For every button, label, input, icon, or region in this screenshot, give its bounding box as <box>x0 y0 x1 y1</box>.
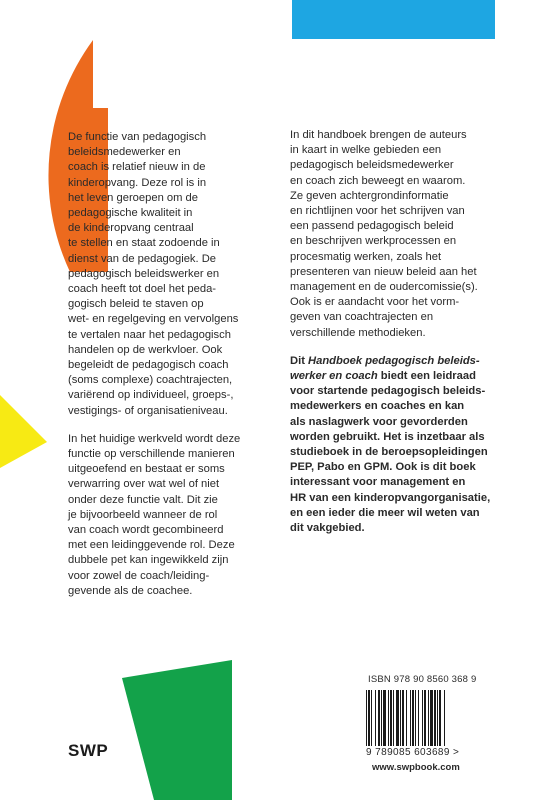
book-title-part2: werker en coach <box>290 370 378 383</box>
barcode-bar <box>375 690 376 746</box>
barcode-bar <box>428 690 429 746</box>
text-line: dit vakgebied. <box>290 522 365 535</box>
text-line: handelen op de werkvloer. Ook <box>68 343 223 356</box>
text-line: voor zowel de coach/leiding- <box>68 569 210 582</box>
book-title-part1: Handboek pedagogisch beleids- <box>308 354 480 367</box>
text-line: procesmatig werken, zoals het <box>290 250 442 263</box>
isbn-label: ISBN 978 90 8560 368 9 <box>368 674 477 685</box>
blue-rectangle <box>292 0 495 39</box>
barcode-bar <box>444 690 445 746</box>
barcode-bar <box>422 690 423 746</box>
text-line: medewerkers en coaches en kan <box>290 400 465 413</box>
right-text-column <box>290 128 505 549</box>
barcode-bar <box>439 690 441 746</box>
barcode-arrow: > <box>453 747 460 758</box>
text-line: de kinderopvang centraal <box>68 222 194 235</box>
barcode-digits <box>366 747 459 758</box>
text-line: met een leidinggevende rol. Deze <box>68 539 235 552</box>
text-line: verwarring over wat wel of niet <box>68 478 220 491</box>
text-line: het leven geroepen om de <box>68 191 198 204</box>
text-line: wet- en regelgeving en vervolgens <box>68 313 239 326</box>
context-paragraph <box>68 432 268 599</box>
barcode-bar <box>418 690 419 746</box>
text-line: De functie van pedagogisch <box>68 131 207 143</box>
intro-paragraph <box>68 130 268 419</box>
text-line: van coach wordt gecombineerd <box>68 524 224 537</box>
barcode-bar <box>410 690 411 746</box>
text-line: Ze geven achtergrondinformatie <box>290 189 449 202</box>
text-line: verschillende methodieken. <box>290 326 426 339</box>
barcode-bar <box>393 690 394 746</box>
text-line: dubbele pet kan ingewikkeld zijn <box>68 554 229 567</box>
text-line: management en de oudercomissie(s). <box>290 281 478 294</box>
text-line: als naslagwerk voor gevorderden <box>290 415 468 428</box>
text-line: gogisch beleid te staven op <box>68 298 204 311</box>
description-paragraph <box>290 128 505 341</box>
barcode-bar <box>402 690 404 746</box>
barcode-bar <box>434 690 436 746</box>
text-line: functie op verschillende manieren <box>68 448 235 461</box>
barcode-bar <box>437 690 438 746</box>
barcode-icon <box>362 688 492 750</box>
text-line: gevende als de coachee. <box>68 584 193 597</box>
barcode-bar <box>383 690 386 746</box>
text-line: coach is relatief nieuw in de <box>68 161 206 174</box>
barcode-bar <box>371 690 372 746</box>
publisher-website: www.swpbook.com <box>372 762 460 773</box>
text-line: geven van coachtrajecten en <box>290 311 434 324</box>
barcode-bar <box>412 690 414 746</box>
text-line: begeleidt de pedagogisch coach <box>68 359 229 372</box>
text-line: HR van een kinderopvangorganisatie, <box>290 491 491 504</box>
barcode-bar <box>396 690 399 746</box>
text-line: een passend pedagogisch beleid <box>290 220 454 233</box>
barcode-bar <box>430 690 433 746</box>
text-line: In het huidige werkveld wordt deze <box>68 432 241 445</box>
text-line: presenteren van nieuw beleid aan het <box>290 265 477 278</box>
text-line: worden gebruikt. Het is inzetbaar als <box>290 430 485 443</box>
summary-intro: Dit <box>290 354 309 367</box>
text-line: variërend op individueel, groeps-, <box>68 389 234 402</box>
text-line: te stellen en staat zodoende in <box>68 237 220 250</box>
text-line: en een ieder die meer wil weten van <box>290 506 480 519</box>
left-text-column <box>68 130 268 612</box>
barcode-bar <box>415 690 416 746</box>
barcode-bar <box>406 690 407 746</box>
summary-lines <box>290 384 505 536</box>
text-line: dienst van de pedagogiek. De <box>68 252 217 265</box>
text-line: en richtlijnen voor het schrijven van <box>290 205 465 218</box>
text-line: (soms complexe) coachtrajecten, <box>68 374 233 387</box>
barcode-bar <box>378 690 380 746</box>
publisher-logo: SWP <box>68 741 109 760</box>
barcode-bar <box>368 690 370 746</box>
text-line: PEP, Pabo en GPM. Ook is dit boek <box>290 461 476 474</box>
text-line: In dit handboek brengen de auteurs <box>290 129 467 141</box>
barcode-bar <box>388 690 389 746</box>
text-line: en coach zich beweegt en waarom. <box>290 174 466 187</box>
text-line: studieboek in de beroepsopleidingen <box>290 446 488 459</box>
text-line: pedagogische kwaliteit in <box>68 207 193 220</box>
text-line: pedagogisch beleidswerker en <box>68 267 220 280</box>
green-shape <box>122 660 232 800</box>
text-line: coach heeft tot doel het peda- <box>68 283 217 296</box>
text-line: vestigings- of organisatieniveau. <box>68 404 228 417</box>
text-line: je bijvoorbeeld wanneer de rol <box>68 508 218 521</box>
text-line: voor startende pedagogisch beleids- <box>290 385 486 398</box>
text-line: uitgeoefend en bestaat er soms <box>68 463 225 476</box>
barcode-bar <box>390 690 392 746</box>
text-line: te vertalen naar het pedagogisch <box>68 328 231 341</box>
yellow-triangle <box>0 395 47 468</box>
barcode-bar <box>424 690 426 746</box>
text-line: beleidsmedewerker en <box>68 146 181 159</box>
text-line: interessant voor management en <box>290 476 466 489</box>
text-line: Ook is er aandacht voor het vorm- <box>290 296 460 309</box>
summary-paragraph <box>290 354 505 536</box>
barcode-bar <box>400 690 401 746</box>
text-line: en beschrijven werkprocessen en <box>290 235 457 248</box>
text-line: kinderopvang. Deze rol is in <box>68 176 207 189</box>
barcode-bar <box>366 690 367 746</box>
text-line: pedagogisch beleidsmedewerker <box>290 159 454 172</box>
summary-continuation: biedt een leidraad <box>377 370 476 383</box>
text-line: onder deze functie valt. Dit zie <box>68 493 218 506</box>
text-line: in kaart in welke gebieden een <box>290 144 442 157</box>
barcode-bar <box>381 690 382 746</box>
barcode-number: 9 789085 603689 <box>366 747 450 758</box>
